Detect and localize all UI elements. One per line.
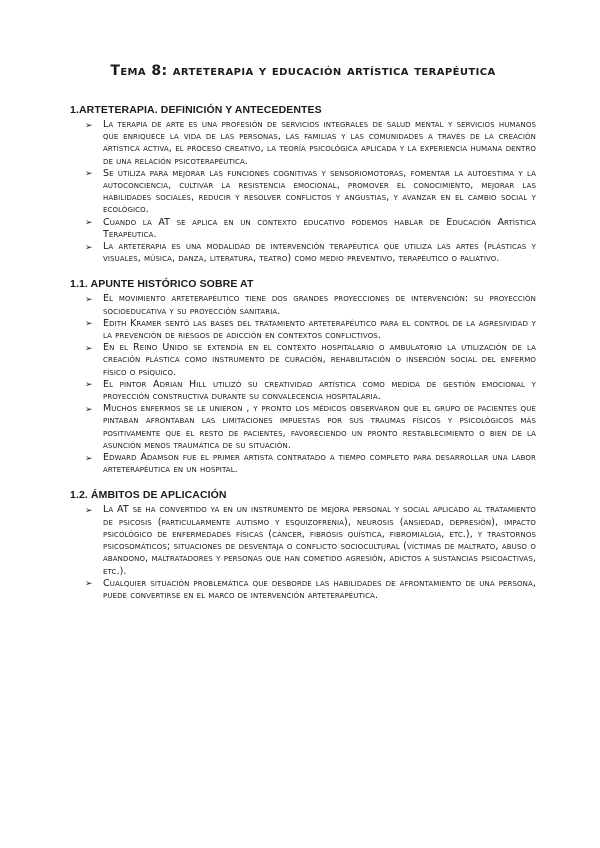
bullet-text: Cuando la AT se aplica en un contexto educativo podemos hablar de Educación Artística Terapéutica. <box>103 216 536 240</box>
bullet-item <box>70 504 536 577</box>
bullet-text: Cualquier situación problemática que desborde las habilidades de afrontamiento de una persona, puede convertirse en el marco de intervención arteterapéutica. <box>103 577 536 601</box>
bullet-text: El movimiento arteterapéutico tiene dos grandes proyecciones de intervención: su proyección socioeducativa y su proyección sanitaria. <box>103 293 536 317</box>
bullet-item <box>70 578 536 602</box>
section-ambitos-aplicacion <box>70 489 536 602</box>
arrow-bullet-icon: ➢ <box>85 319 93 330</box>
bullet-text: Se utiliza para mejorar las funciones cognitivas y sensoriomotoras, fomentar la autoestima y la autoconciencia, cultivar la resistencia emocional, promover el conocimiento, mejorar las habilidades sociales, reducir y resolver conflictos y angustias, y avanzar en el cambio social y ecológico. <box>103 167 536 216</box>
document-title: Tema 8: arteterapia y educación artística terapéutica <box>110 63 496 79</box>
section-heading: 1.ARTETERAPIA. DEFINICIÓN Y ANTECEDENTES <box>70 104 322 116</box>
bullet-text: Muchos enfermos se le unieron , y pronto los médicos observaron que el grupo de pacientes que pintaban afrontaban las limitaciones impuestas por sus traumas físicos y psicológicos más positivamente que el resto de pacientes, favoreciendo un pronto restablecimiento o bien de la asunción menos traumática de su situación. <box>103 403 536 451</box>
bullet-item <box>70 217 536 241</box>
arrow-bullet-icon: ➢ <box>85 404 93 415</box>
bullet-item <box>70 379 536 403</box>
arrow-bullet-icon: ➢ <box>85 453 93 464</box>
bullet-text: La AT se ha convertido ya en un instrumento de mejora personal y social aplicado al tratamiento de psicosis (particularmente autismo y esquizofrenia), neurosis (ansiedad, depresión), impacto psicológico de enfermedades físicas (cáncer, fibrosis quística, fibromialgia, etc.), y trastornos psicosomáticos; situaciones de desventaja o conflicto sociocultural (víctimas de maltrato, abuso o abandono, maltratadores y personas que han cometido agresión, adictos a sustancias psicoactivas, etc.). <box>103 504 536 577</box>
bullet-list <box>70 504 536 602</box>
section-arteterapia-definicion <box>70 104 536 265</box>
arrow-bullet-icon: ➢ <box>85 579 93 590</box>
bullet-item <box>70 168 536 217</box>
bullet-item <box>70 119 536 168</box>
arrow-bullet-icon: ➢ <box>85 505 93 516</box>
arrow-bullet-icon: ➢ <box>85 218 93 229</box>
arrow-bullet-icon: ➢ <box>85 169 93 180</box>
bullet-list <box>70 293 536 476</box>
bullet-item <box>70 452 536 476</box>
bullet-text: El pintor Adrian Hill utilizó su creatividad artística como medida de gestión emocional y proyección constructiva durante su convalecencia hospitalaria. <box>103 378 536 403</box>
bullet-text: En el Reino Unido se extendía en el contexto hospitalario o ambulatorio la utilización de la creación plástica como instrumento de curación, rehabilitación o inserción social del enfermo físico o psíquico. <box>103 342 536 378</box>
section-apunte-historico <box>70 278 536 476</box>
arrow-bullet-icon: ➢ <box>85 120 93 131</box>
bullet-text: Edward Adamson fue el primer artista contratado a tiempo completo para desarrollar una labor arteterapéutica en un hospital. <box>103 452 536 476</box>
bullet-item <box>70 293 536 317</box>
bullet-item <box>70 318 536 342</box>
bullet-text: La terapia de arte es una profesión de servicios integrales de salud mental y servicios humanos que enriquece la vida de las personas, las familias y las comunidades a través de la creación artística activa, el proceso creativo, la teoría psicológica aplicada y la experiencia humana dentro de una relación psicoterapéutica. <box>103 119 536 167</box>
bullet-text: La arteterapia es una modalidad de intervención terapéutica que utiliza las artes (plásticas y visuales, música, danza, literatura, teatro) como medio preventivo, terapéutico o paliativo. <box>103 241 536 265</box>
bullet-text: Edith Kramer sentó las bases del tratamiento arteterapéutico para el control de la agresividad y la prevención de riesgos de adicción en contextos conflictivos. <box>103 317 536 342</box>
bullet-list <box>70 119 536 265</box>
bullet-item <box>70 342 536 379</box>
arrow-bullet-icon: ➢ <box>85 343 93 354</box>
arrow-bullet-icon: ➢ <box>85 242 93 253</box>
bullet-item <box>70 403 536 452</box>
section-heading: 1.2. ÁMBITOS DE APLICACIÓN <box>70 489 227 502</box>
arrow-bullet-icon: ➢ <box>85 294 93 305</box>
arrow-bullet-icon: ➢ <box>85 380 93 391</box>
section-heading: 1.1. APUNTE HISTÓRICO SOBRE AT <box>70 278 254 291</box>
bullet-item <box>70 241 536 265</box>
